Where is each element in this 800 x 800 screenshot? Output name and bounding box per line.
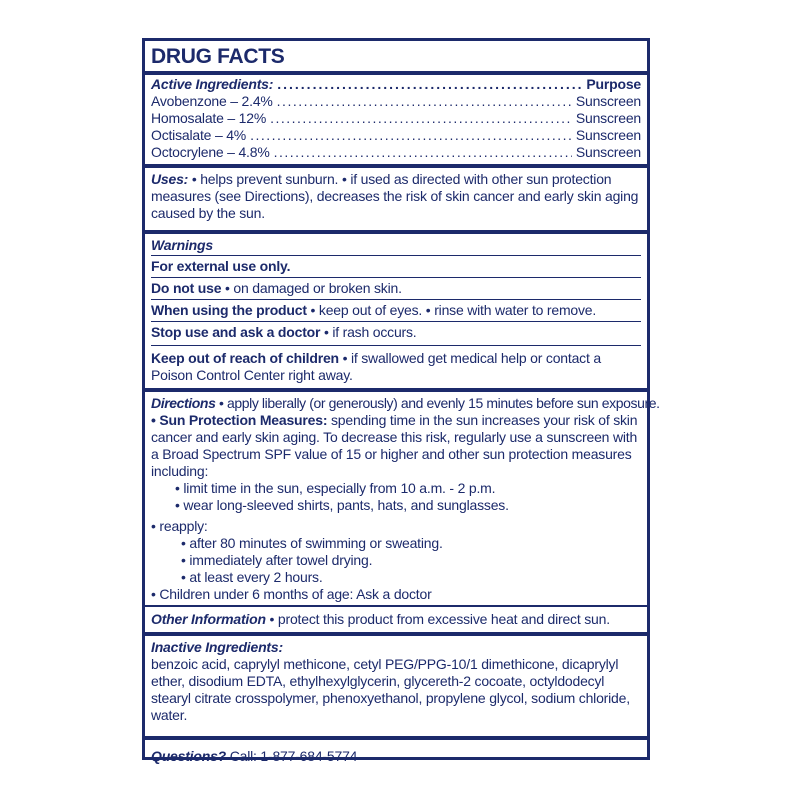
ingredient-name: Octocrylene – 4.8%: [151, 144, 270, 160]
other-information-label: Other Information: [151, 611, 266, 627]
active-ingredients-header-row: [151, 76, 641, 93]
drug-facts-panel: [142, 38, 660, 764]
inactive-ingredients-section: [151, 636, 641, 736]
active-ingredients-label: Active Ingredients:: [151, 76, 274, 92]
warnings-section: [151, 234, 641, 388]
stop-use-text: • if rash occurs.: [320, 324, 417, 340]
ingredient-row: [151, 144, 641, 161]
leader-dots: [270, 110, 572, 127]
ingredient-row: [151, 110, 641, 127]
purpose-header: Purpose: [586, 76, 641, 92]
when-using-text: • keep out of eyes. • rinse with water to remove.: [306, 302, 597, 318]
when-using-label: When using the product: [151, 302, 307, 318]
questions-label: Questions?: [151, 748, 227, 764]
questions-section: [151, 740, 641, 765]
ingredient-name: Avobenzone – 2.4%: [151, 93, 273, 109]
reapply-item: • immediately after towel drying.: [181, 552, 373, 568]
reapply-item: • at least every 2 hours.: [181, 569, 323, 585]
leader-dots: [277, 76, 582, 93]
inactive-ingredients-label: Inactive Ingredients:: [151, 639, 283, 655]
inactive-ingredients-text: benzoic acid, caprylyl methicone, cetyl PEG/PPG-10/1 dimethicone, dicaprylyl ether, disodium EDTA, ethylhexylglycerin, glycereth-2 cocoate, octyldodecyl stearyl citrate crosspolymer, phenoxyethanol, propylene glycol, sodium chloride, water.: [151, 656, 630, 723]
directions-intro-text: • apply liberally (or generously) and evenly 15 minutes before sun exposure.: [215, 395, 660, 411]
ingredient-purpose: Sunscreen: [575, 144, 641, 160]
reapply-item: • after 80 minutes of swimming or sweating.: [181, 535, 443, 551]
uses-section: [151, 168, 641, 230]
other-information-text: • protect this product from excessive heat and direct sun.: [265, 611, 610, 627]
drug-facts-title: DRUG FACTS: [151, 45, 285, 68]
spm-item: • limit time in the sun, especially from 10 a.m. - 2 p.m.: [175, 480, 496, 496]
directions-label: Directions: [151, 395, 216, 411]
ingredient-name: Homosalate – 12%: [151, 110, 267, 126]
stop-use-warning: [151, 322, 641, 345]
leader-dots: [277, 93, 572, 110]
do-not-use-label: Do not use: [151, 280, 222, 296]
ingredient-purpose: Sunscreen: [575, 110, 641, 126]
uses-text: • helps prevent sunburn. • if used as directed with other sun protection measures (see Directions), decreases the risk of skin cancer and early skin aging caused by the sun.: [151, 171, 639, 221]
questions-text: Call: 1-877-684-5774: [226, 748, 358, 764]
other-information-section: [151, 607, 641, 632]
warnings-header: Warnings: [151, 237, 213, 253]
ingredient-row: [151, 127, 641, 144]
sun-protection-measures: [151, 412, 641, 480]
uses-label: Uses:: [151, 171, 189, 187]
children-note: • Children under 6 months of age: Ask a doctor: [151, 586, 432, 602]
sun-protection-text: spending time in the sun increases your risk of skin cancer and early skin aging. To decrease this risk, regularly use a sunscreen with a Broad Spectrum SPF value of 15 or higher and other sun protection measures including:: [151, 412, 638, 479]
ingredient-name: Octisalate – 4%: [151, 127, 247, 143]
keep-out-warning: [151, 346, 641, 388]
do-not-use-text: • on damaged or broken skin.: [221, 280, 402, 296]
reapply-label: • reapply:: [151, 518, 208, 534]
divider: [142, 71, 650, 75]
drug-facts-content: [151, 41, 660, 765]
when-using-warning: [151, 300, 641, 321]
stop-use-label: Stop use and ask a doctor: [151, 324, 321, 340]
leader-dots: [274, 144, 572, 161]
keep-out-text: • if swallowed get medical help or contact a Poison Control Center right away.: [151, 350, 601, 383]
directions-intro: [151, 395, 660, 412]
sun-protection-label: • Sun Protection Measures:: [151, 412, 328, 428]
keep-out-label: Keep out of reach of children: [151, 350, 339, 366]
ingredient-row: [151, 93, 641, 110]
spm-item: • wear long-sleeved shirts, pants, hats, and sunglasses.: [175, 497, 509, 513]
leader-dots: [250, 127, 572, 144]
do-not-use-warning: [151, 278, 641, 299]
directions-section: [151, 392, 660, 605]
ingredient-purpose: Sunscreen: [575, 127, 641, 143]
external-use-warning: For external use only.: [151, 258, 291, 274]
ingredient-purpose: Sunscreen: [575, 93, 641, 109]
